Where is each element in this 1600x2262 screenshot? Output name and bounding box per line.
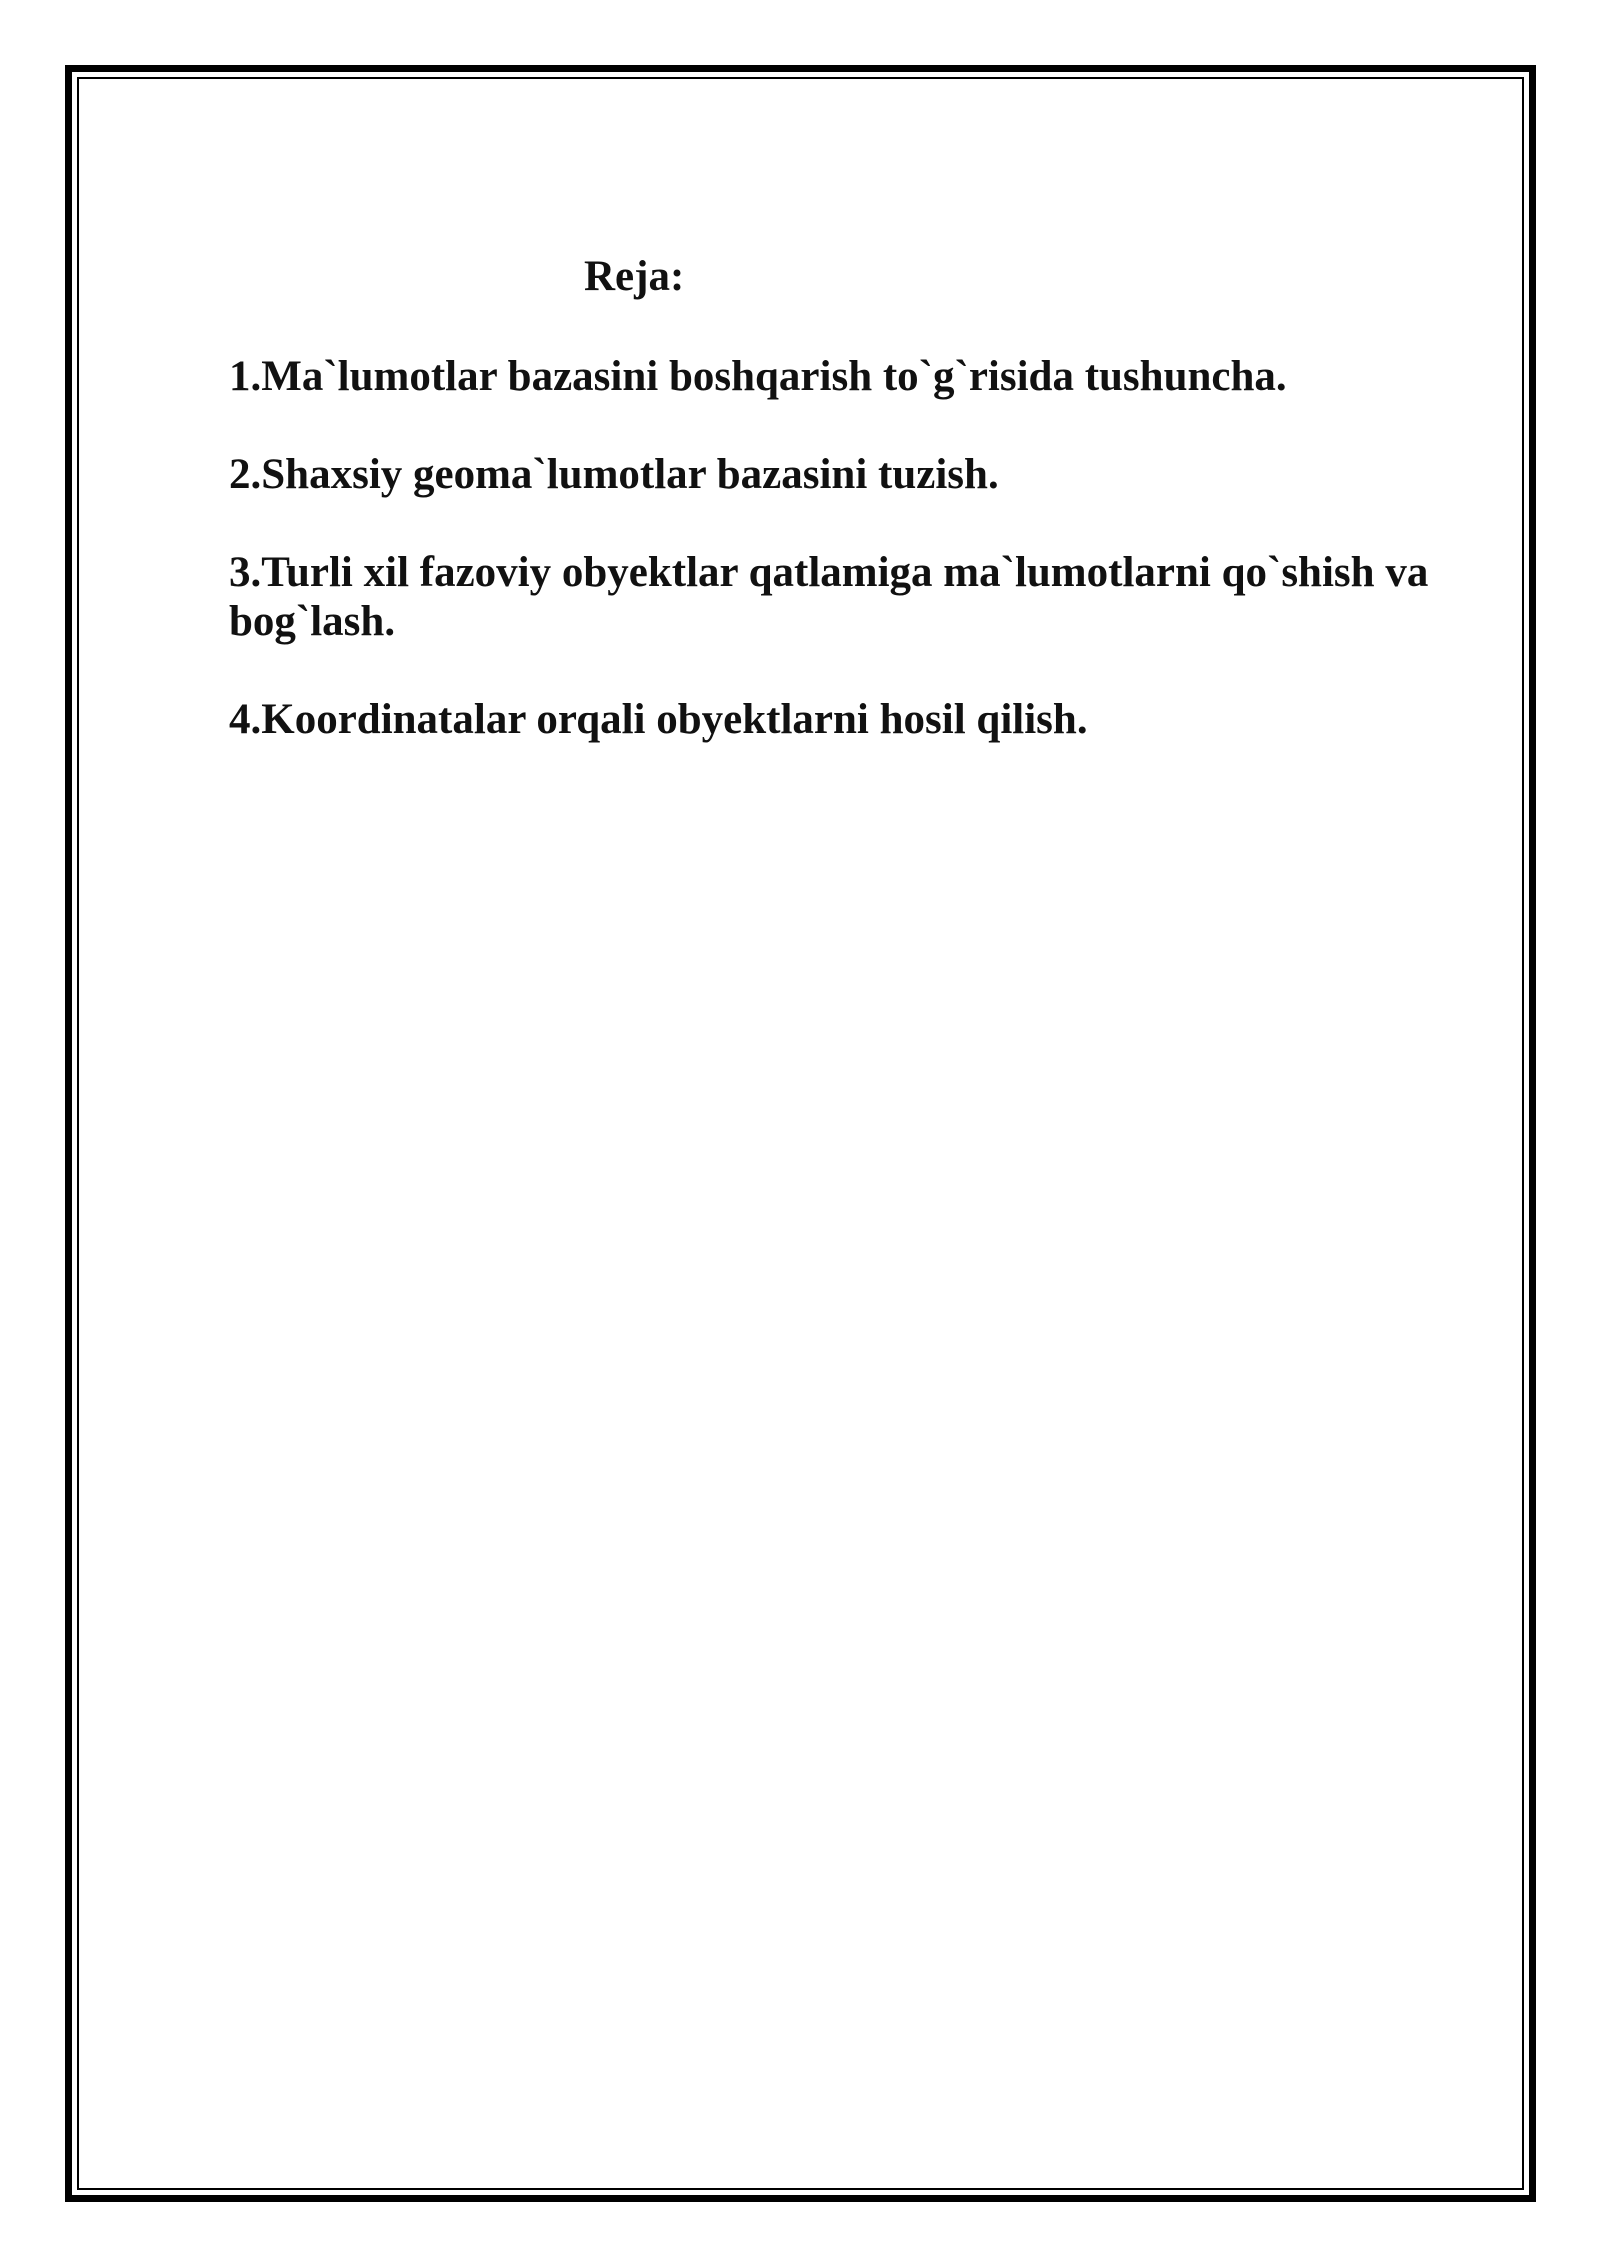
plan-item-4: 4.Koordinatalar orqali obyektlarni hosil qilish. — [229, 696, 1088, 743]
plan-title: Reja: — [584, 253, 685, 300]
plan-list — [229, 352, 1479, 793]
plan-item-1: 1.Ma`lumotlar bazasini boshqarish to`g`risida tushuncha. — [229, 353, 1287, 400]
plan-item-2: 2.Shaxsiy geoma`lumotlar bazasini tuzish. — [229, 451, 999, 498]
plan-item-3: 3.Turli xil fazoviy obyektlar qatlamiga ma`lumotlarni qo`shish va bog`lash. — [229, 549, 1429, 645]
